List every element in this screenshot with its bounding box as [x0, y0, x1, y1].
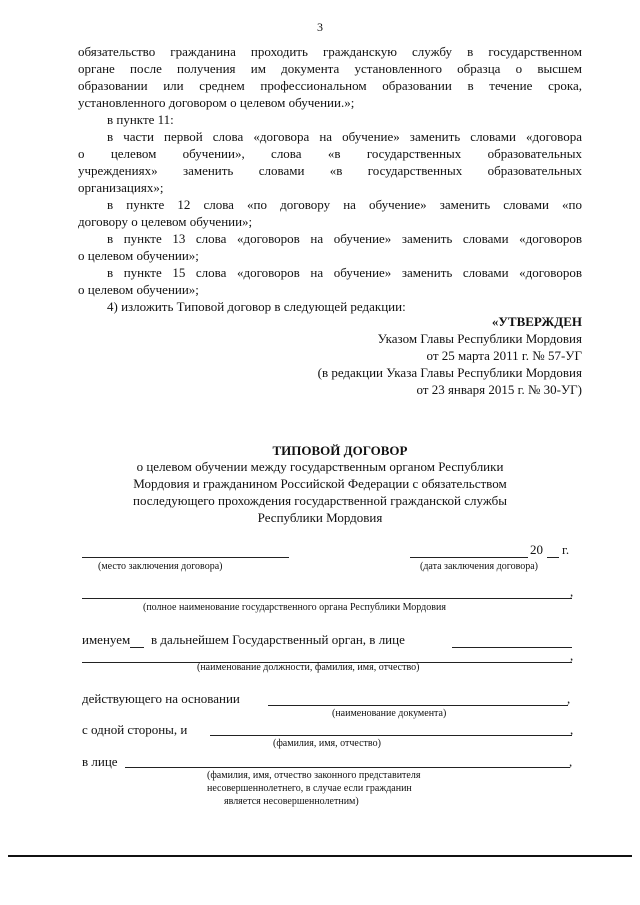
comma: , — [570, 722, 574, 737]
amend-line: в пункте 13 слова «договоров на обучение» заменить словами «договоров — [107, 231, 582, 246]
bottom-rule — [8, 855, 632, 857]
place-caption: (место заключения договора) — [98, 561, 223, 572]
approval-line: от 25 марта 2011 г. № 57-УГ — [426, 348, 582, 363]
representative-caption-line: несовершеннолетнего, в случае если гражданин — [207, 783, 412, 794]
amend-line: в пункте 11: — [107, 112, 174, 127]
amend-line: обязательство гражданина проходить гражданскую службу в государственном — [78, 44, 582, 59]
approval-heading: «УТВЕРЖДЕН — [491, 314, 582, 329]
named-prefix: именуем — [82, 632, 131, 647]
year-field[interactable] — [547, 557, 559, 558]
place-field[interactable] — [82, 557, 289, 558]
citizen-field[interactable] — [210, 735, 572, 736]
acting-text: действующего на основании — [82, 691, 240, 706]
amend-line: о целевом обучении», слова «в государственных образовательных — [78, 146, 582, 161]
amend-line: образовании или среднем профессиональном образовании в течение срока, — [78, 78, 582, 93]
year-prefix: 20 — [530, 542, 543, 557]
approval-line: Указом Главы Республики Мордовия — [377, 331, 582, 346]
year-suffix: г. — [562, 542, 570, 557]
amend-line: установленного договором о целевом обучении.»; — [78, 95, 355, 110]
comma: , — [570, 648, 574, 663]
fio-caption: (фамилия, имя, отчество) — [273, 738, 381, 749]
legal-representative-field[interactable] — [125, 767, 570, 768]
comma: , — [570, 584, 574, 599]
amend-line: организациях»; — [78, 180, 164, 195]
representative-caption-line: является несовершеннолетним) — [224, 796, 359, 807]
comma: , — [567, 691, 571, 706]
approval-line: от 23 января 2015 г. № 30-УГ) — [416, 382, 582, 397]
representative-caption-line: (фамилия, имя, отчество законного представителя — [207, 770, 421, 781]
organization-caption: (полное наименование государственного органа Республики Мордовия — [143, 602, 446, 613]
representative-field[interactable] — [452, 647, 572, 648]
one-side-text: с одной стороны, и — [82, 722, 188, 737]
approval-line: (в редакции Указа Главы Республики Мордовия — [317, 365, 582, 380]
document-caption: (наименование документа) — [332, 708, 447, 719]
amend-line: в части первой слова «договора на обучение» заменить словами «договора — [107, 129, 582, 144]
position-caption: (наименование должности, фамилия, имя, отчество) — [197, 662, 420, 673]
amend-line: о целевом обучении»; — [78, 248, 199, 263]
named-ending-field[interactable] — [130, 647, 144, 648]
amend-line: учреждениях» заменить словами «в государственных образовательных — [78, 163, 582, 178]
date-field[interactable] — [410, 557, 528, 558]
page-number: 3 — [317, 20, 323, 34]
amend-line: договору о целевом обучении»; — [78, 214, 253, 229]
amend-line: в пункте 15 слова «договоров на обучение» заменить словами «договоров — [107, 265, 582, 280]
comma: , — [569, 754, 573, 769]
organization-field[interactable] — [82, 598, 572, 599]
person-text: в лице — [82, 754, 118, 769]
date-caption: (дата заключения договора) — [420, 561, 538, 572]
contract-subtitle-line: Мордовия и гражданином Российской Федерации с обязательством — [133, 476, 507, 491]
amend-line: о целевом обучении»; — [78, 282, 199, 297]
amend-line: органе после получения им документа установленного образца о высшем — [78, 61, 582, 76]
contract-subtitle-line: последующего прохождения государственной гражданской службы — [132, 493, 508, 508]
contract-title: ТИПОВОЙ ДОГОВОР — [272, 443, 408, 458]
amend-line: в пункте 12 слова «по договору на обучение» заменить словами «по — [107, 197, 582, 212]
amend-line: 4) изложить Типовой договор в следующей редакции: — [107, 299, 406, 314]
basis-document-field[interactable] — [268, 705, 568, 706]
contract-subtitle-line: о целевом обучении между государственным органом Республики — [136, 459, 504, 474]
named-text: в дальнейшем Государственный орган, в лице — [151, 632, 405, 647]
contract-subtitle-line: Республики Мордовия — [257, 510, 383, 525]
